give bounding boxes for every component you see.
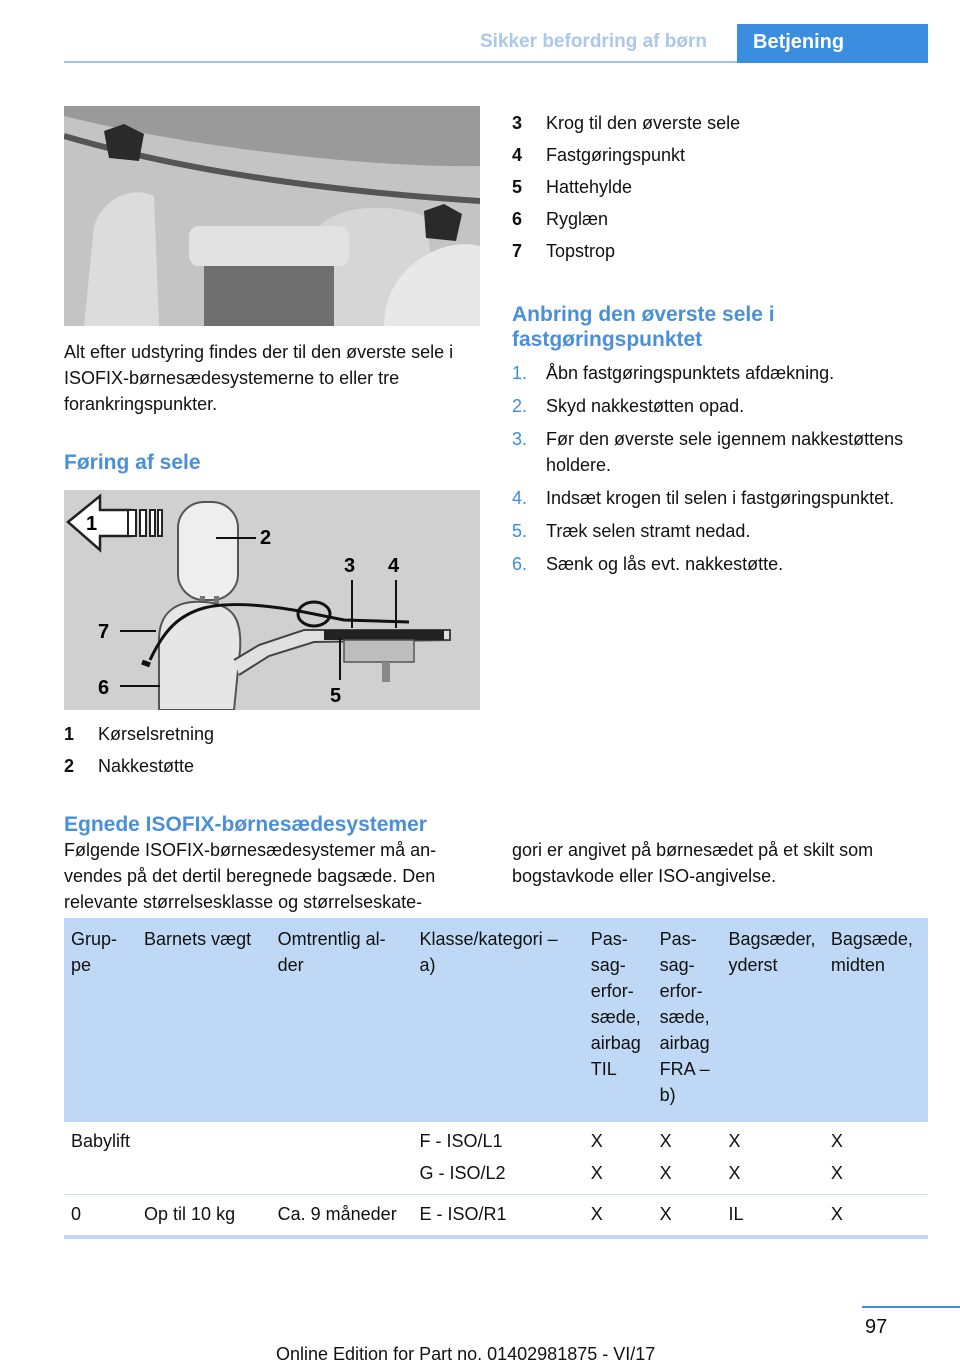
legend-text: Krog til den øverste sele — [546, 113, 741, 133]
step-text: Åbn fastgøringspunktets afdækning. — [546, 363, 835, 383]
step-item — [512, 551, 928, 577]
step-item — [512, 426, 928, 478]
instruction-steps — [512, 360, 928, 584]
diagram-label: 3 — [344, 555, 356, 577]
cell-value: X — [830, 1163, 843, 1183]
legend-item — [512, 177, 928, 209]
isofix-paragraph-right: gori er angivet på børnesædet på et skilt som bogstavkode eller ISO-angivelse. — [512, 840, 874, 886]
column-header: Klasse/kategori – a) — [413, 918, 584, 1122]
legend-item — [512, 113, 928, 145]
header-chapter-tab — [737, 24, 928, 63]
legend-right — [512, 113, 928, 273]
section-title-foering: Føring af sele — [64, 451, 201, 474]
legend-number: 1 — [64, 724, 75, 744]
footer-rule — [862, 1306, 960, 1308]
diagram-label: 4 — [388, 555, 400, 577]
legend-number: 7 — [512, 241, 523, 261]
step-number: 3. — [512, 429, 528, 449]
step-text: Indsæt krogen til selen i fastgøringspunktet. — [546, 488, 895, 508]
class-value: F - ISO/L1 — [419, 1131, 503, 1151]
cell-value: X — [728, 1131, 741, 1151]
diagram-label: 6 — [98, 677, 110, 699]
legend-item — [64, 724, 480, 756]
table-header-row — [64, 918, 928, 1122]
table-cell: 0 — [64, 1195, 137, 1238]
step-number: 1. — [512, 363, 528, 383]
step-text: Før den øverste sele igennem nakkestøttens holdere. — [546, 429, 904, 475]
class-value: G - ISO/L2 — [419, 1163, 506, 1183]
step-number: 5. — [512, 521, 528, 541]
table-cell: IL — [721, 1195, 823, 1238]
legend-item — [512, 209, 928, 241]
cell-value: X — [830, 1131, 843, 1151]
table-cell: X — [653, 1195, 722, 1238]
table-cell: X — [584, 1195, 653, 1238]
page-number: 97 — [865, 1316, 888, 1338]
legend-text: Ryglæn — [546, 209, 609, 229]
column-header: Passagerforsæde, airbag TIL — [584, 918, 653, 1122]
table-cell: Ca. 9 måneder — [271, 1195, 413, 1238]
header-section-title: Sikker befordring af børn — [480, 31, 707, 52]
isofix-table — [64, 918, 928, 1239]
legend-number: 2 — [64, 756, 75, 776]
table-cell — [824, 1122, 928, 1195]
table-cell — [584, 1122, 653, 1195]
column-header: Omtrentlig alder — [271, 918, 413, 1122]
diagram-label: 5 — [330, 685, 342, 707]
table-cell — [413, 1122, 584, 1195]
legend-text: Nakkestøtte — [98, 756, 195, 776]
cell-value: X — [590, 1163, 603, 1183]
cell-value: X — [590, 1131, 603, 1151]
table-cell — [653, 1122, 722, 1195]
step-number: 4. — [512, 488, 528, 508]
legend-text: Topstrop — [546, 241, 616, 261]
step-text: Skyd nakkestøtten opad. — [546, 396, 745, 416]
table-row — [64, 1122, 928, 1195]
step-text: Træk selen stramt nedad. — [546, 521, 751, 541]
table-cell: Op til 10 kg — [137, 1195, 271, 1238]
isofix-paragraph-left: Følgende ISOFIX-børnesædesystemer må anvendes på det dertil beregnede bagsæde. Den relevante størrelsesklasse og størrelseskate- — [64, 840, 437, 912]
legend-number: 4 — [512, 145, 523, 165]
legend-text: Hattehylde — [546, 177, 633, 197]
table-row — [64, 1195, 928, 1238]
legend-number: 3 — [512, 113, 523, 133]
cell-value: X — [659, 1131, 672, 1151]
step-number: 2. — [512, 396, 528, 416]
legend-number: 6 — [512, 209, 523, 229]
table-cell: X — [824, 1195, 928, 1238]
isofix-photo — [64, 106, 480, 326]
legend-number: 5 — [512, 177, 523, 197]
table-cell: E - ISO/R1 — [413, 1195, 584, 1238]
legend-left — [64, 724, 480, 788]
diagram-label: 7 — [98, 621, 110, 643]
column-header: Gruppe — [64, 918, 137, 1122]
section-title-anbring: Anbring den øverste sele i fastgøringspunktet — [512, 303, 775, 351]
table-cell — [721, 1122, 823, 1195]
table-cell: Babylift — [64, 1122, 137, 1195]
column-header: Barnets vægt — [137, 918, 271, 1122]
cell-value: X — [659, 1163, 672, 1183]
diagram-label: 2 — [260, 527, 272, 549]
legend-text: Fastgøringspunkt — [546, 145, 686, 165]
footer-edition: Online Edition for Part no. 01402981875 - VI/17 — [276, 1344, 656, 1364]
step-item — [512, 485, 928, 511]
legend-item — [64, 756, 480, 788]
column-header: Passagerforsæde, airbag FRA – b) — [653, 918, 722, 1122]
step-item — [512, 360, 928, 386]
header-chapter-label: Betjening — [753, 31, 845, 53]
table-cell — [137, 1122, 271, 1195]
legend-item — [512, 145, 928, 177]
step-item — [512, 393, 928, 419]
step-item — [512, 518, 928, 544]
column-header: Bagsæde, midten — [824, 918, 928, 1122]
legend-text: Kørselsretning — [98, 724, 215, 744]
intro-paragraph: Alt efter udstyring findes der til den øverste sele i ISOFIX-børnesædesystemerne to eller tre forankringspunkter. — [64, 342, 454, 414]
diagram-label: 1 — [86, 513, 98, 535]
step-text: Sænk og lås evt. nakkestøtte. — [546, 554, 784, 574]
cell-value: X — [728, 1163, 741, 1183]
step-number: 6. — [512, 554, 528, 574]
table-cell — [271, 1122, 413, 1195]
legend-item — [512, 241, 928, 273]
column-header: Bagsæder, yderst — [721, 918, 823, 1122]
section-title-isofix: Egnede ISOFIX-børnesædesystemer — [64, 813, 427, 836]
strap-routing-diagram — [64, 490, 480, 710]
